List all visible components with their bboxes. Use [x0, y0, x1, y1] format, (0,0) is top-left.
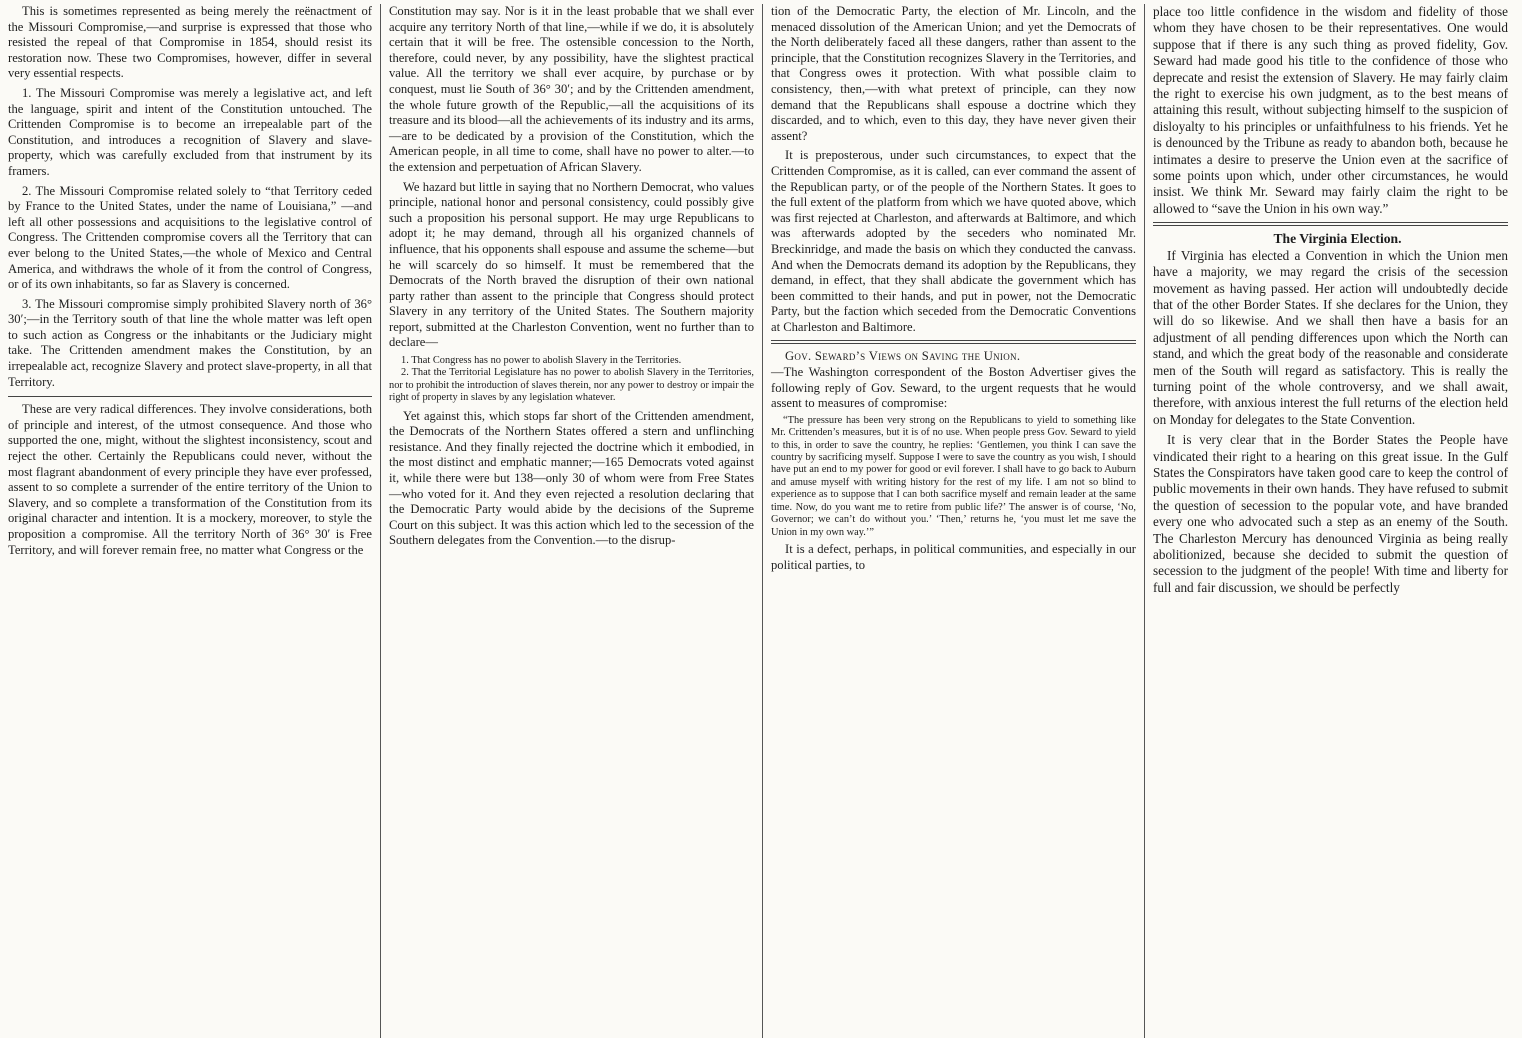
- quote-item: 1. That Congress has no power to abolish Slavery in the Territories.: [401, 355, 682, 367]
- column-1: [6, 4, 380, 1038]
- virginia-headline: The Virginia Election.: [1273, 231, 1402, 247]
- seward-quote: [771, 415, 1136, 539]
- paragraph: 3. The Missouri compromise simply prohibited Slavery north of 36° 30′;—in the Territory south of that line the whole matter was left open to such action as Congress or the inhabitants or the Judiciary might take. The Crittenden amendment makes the Constitution, by an irrepealable act, recognize Slavery and protect slave-property, in all that Territory.: [8, 296, 372, 389]
- quote-text: “The pressure has been very strong on the Republicans to yield to something like Mr. Crittenden’s measures, but it is of no use. When people press Gov. Seward to yield to this, in order to save the country, he replies: ‘Gentlemen, you think I can save the country by sacrificing myself. Suppose I were to save the country as you wish, I should have put an end to my power for good or evil forever. I shall have to go back to Auburn and amuse myself with writing history for the rest of my life. I am not so blind to experience as to suppose that I can both sacrifice myself and remain leader at the same time. Now, do you want me to retire from public life?’ The answer is of course, ‘No, Governor; we can’t do without you.’ ‘Then,’ returns he, ‘you must let me save the Union in my own way.’”: [771, 414, 1136, 538]
- paragraph: It is a defect, perhaps, in political communities, and especially in our political parties, to: [771, 541, 1136, 572]
- paragraph: It is preposterous, under such circumstances, to expect that the Crittenden Compromise, as it is called, can ever command the assent of the Republican party, or of the people of the Northern States. It goes to the full extent of the platform from which we have quoted above, which was first rejected at Charleston, and afterwards at Baltimore, and which was afterwards adopted by the seceders who nominated Mr. Breckinridge, and made the basis on which they conducted the canvass. And when the Democrats demand its adoption by the Republicans, they demand, in effect, that they shall abdicate the government which has been committed to their hands, and put in power, not the Democratic Party, but the faction which seceded from the Democratic Conventions at Charleston and Baltimore.: [771, 148, 1136, 334]
- quote-item: 2. That the Territorial Legislature has no power to abolish Slavery in the Territories, nor to prohibit the introduction of slaves therein, nor any power to destroy or impair the right of property in slaves by any legislation whatever.: [389, 367, 754, 404]
- column-2: [380, 4, 762, 1038]
- section-rule: [771, 340, 1136, 344]
- paragraph: Constitution may say. Nor is it in the least probable that we shall ever acquire any territory North of that line,—while if we do, it is absolutely certain that it will be free. The ostensible concession to the North, therefore, could never, by any possibility, have the slightest practical value. All the territory we shall ever acquire, by purchase or by conquest, must lie South of 36° 30′; and by the Crittenden amendment, the whole future growth of the Republic,—all the acquisitions of its treasure and its blood—all the achievements of its industry and its arms,—are to be dedicated by a provision of the Constitution, which the American people, in all time to come, shall have no power to alter.—to the extension and perpetuation of African Slavery.: [389, 4, 754, 174]
- paragraph: 2. The Missouri Compromise related solely to “that Territory ceded by France to the United States, under the name of Louisiana,” —and left all other possessions and acquisitions to the legislative control of Congress. The Crittenden compromise covers all the Territory that can ever belong to the United States,—the whole of Mexico and Central America, and withdraws the whole of it from the control of Congress, or of its own inhabitants, so far as Slavery is concerned.: [8, 183, 372, 292]
- paragraph: 1. The Missouri Compromise was merely a legislative act, and left the language, spirit and intent of the Constitution untouched. The Crittenden Compromise is to become an irrepealable part of the Constitution, and introduces a recognition of Slavery and slave-property, which was carefully excluded from that instrument by its framers.: [8, 85, 372, 178]
- paragraph: This is sometimes represented as being merely the reënactment of the Missouri Compromise,—and surprise is expressed that those who resisted the repeal of that Compromise in 1854, should resist its restoration now. These two Compromises, however, differ in several very essential respects.: [8, 4, 372, 81]
- column-rule: [8, 396, 372, 397]
- column-4: [1144, 4, 1516, 1038]
- paragraph: Yet against this, which stops far short of the Crittenden amendment, the Democrats of the Northern States offered a stern and unflinching resistance. And they finally rejected the doctrine which it embodied, in the most distinct and emphatic manner;—165 Democrats voted against it, while there were but 138—only 30 of whom were from Free States —who voted for it. And they even rejected a resolution declaring that the Democratic Party would abide by the decisions of the Supreme Court on this subject. It was this action which led to the secession of the Southern delegates from the Convention.—to the disrup-: [389, 408, 754, 548]
- column-3: [762, 4, 1144, 1038]
- section-rule: [1153, 222, 1508, 226]
- paragraph: It is very clear that in the Border States the People have vindicated their right to a hearing on this great issue. In the Gulf States the Conspirators have taken good care to keep the control of public movements in their own hands. They have refused to submit the question of secession to the popular vote, and have branded every one who advocated such a step as an enemy of the South. The Charleston Mercury has denounced Virginia as being really abolitionized, because she decided to submit the question of secession to the judgment of the people! With time and liberty for full and fair discussion, we should be perfectly: [1153, 432, 1508, 595]
- platform-quote: [389, 355, 754, 405]
- paragraph: tion of the Democratic Party, the election of Mr. Lincoln, and the menaced dissolution of the American Union; and yet the Democrats of the North deliberately faced all these dangers, rather than assent to the principle, that the Constitution recognizes Slavery in the Territories, and that Congress owes it protection. With what possible claim to consistency, then,—with what pretext of principle, can they now demand that the Republicans shall espouse a doctrine which they discarded, and to which, even to this day, they have never given their assent?: [771, 4, 1136, 143]
- seward-intro: —The Washington correspondent of the Boston Advertiser gives the following reply of Gov. Seward, to the urgent requests that he would assent to measures of compromise:: [771, 365, 1136, 411]
- paragraph: These are very radical differences. They involve considerations, both of principle and interest, of the utmost consequence. And those who supported the one, might, without the slightest inconsistency, scout and reject the other. Certainly the Republicans could never, without the most flagrant abandonment of every principle they have ever professed, assent to so complete a surrender of the entire territory of the Union to Slavery, and so complete a transformation of the Constitution from its original character and intention. It is a mockery, moreover, to style the proposition a compromise. All the territory North of 36° 30′ is Free Territory, and will forever remain free, no matter what Congress or the: [8, 402, 372, 557]
- paragraph: place too little confidence in the wisdom and fidelity of those whom they have chosen to be their representatives. One would suppose that if there is any such thing as proved fidelity, Gov. Seward had made good his title to the confidence of those who deprecate and resist the extension of Slavery. He may fairly claim the right to exercise his own judgment, as to the best means of attaining this result, without subjecting himself to the suspicion of disloyalty to his principles or unfaithfulness to his friends. Yet he is denounced by the Tribune as ready to abandon both, because he intimates a desire to preserve the Union even at the sacrifice of some points upon which, under other circumstances, he would insist. We think Mr. Seward may fairly claim the right to be allowed to “save the Union in his own way.”: [1153, 4, 1508, 216]
- paragraph: We hazard but little in saying that no Northern Democrat, who values principle, national honor and personal consistency, could possibly give such a proposition his personal support. He may urge Republicans to adopt it; he may demand, through all his organized channels of influence, that his opponents shall espouse and assume the scheme—but he will scarcely do so himself. It must be remembered that the Democrats of the North braved the disruption of their own national party rather than assent to the principle that Congress should protect Slavery in any territory of the United States. The Southern majority report, submitted at the Charleston Convention, went no further than to declare—: [389, 179, 754, 350]
- seward-headline: Gov. Seward’s Views on Saving the Union.: [785, 349, 1021, 364]
- paragraph: If Virginia has elected a Convention in which the Union men have a majority, we may regard the crisis of the secession movement as having passed. Her action will undoubtedly decide that of the other Border States. If she declares for the Union, they will do so likewise. And we shall then have a basis for an adjustment of all pending differences upon which the North can stand, and which the great body of the reasonable and considerate men of the South will regard as satisfactory. This is really the turning point of the whole controversy, and we shall await, therefore, with anxious interest the full returns of the election held on Monday for delegates to the State Convention.: [1153, 247, 1508, 427]
